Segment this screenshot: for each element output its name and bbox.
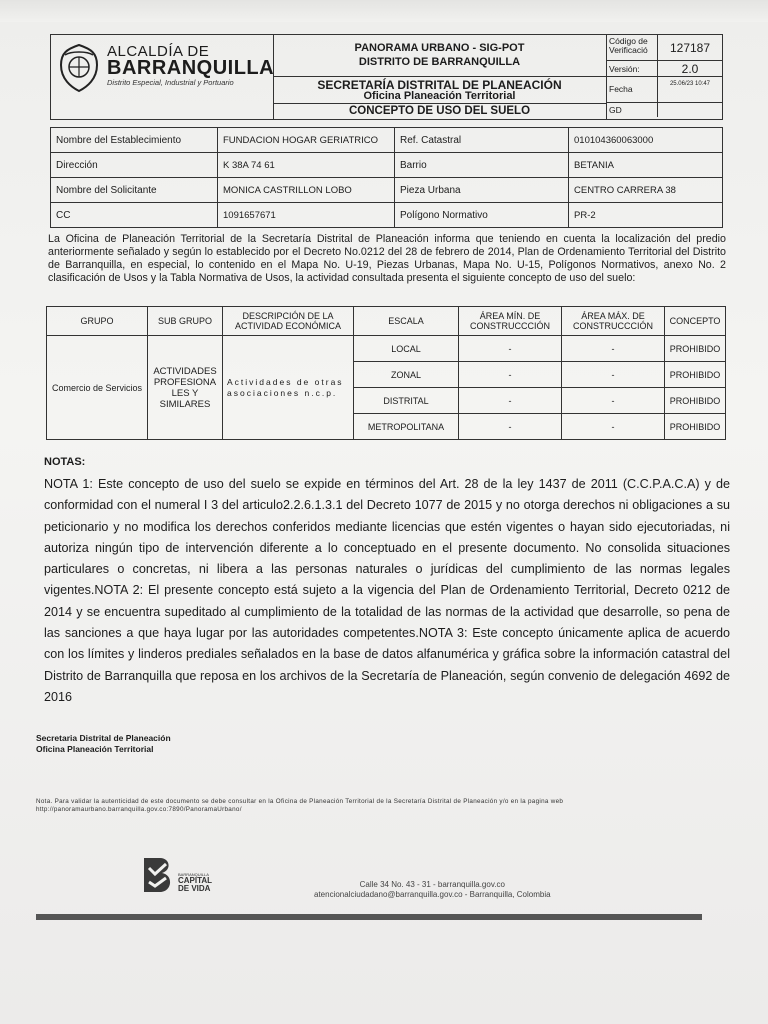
info-cell: Nombre del Solicitante	[51, 178, 218, 203]
area-min-cell: -	[459, 362, 562, 388]
logo-line3: Distrito Especial, Industrial y Portuario	[107, 78, 234, 87]
fecha-value: 25.06/23 10:47	[669, 81, 711, 87]
title-panorama: PANORAMA URBANO - SIG-POT	[354, 42, 525, 54]
descripcion-cell: Actividades de otras asociaciones n.c.p.	[223, 336, 354, 440]
title-distrito: DISTRITO DE BARRANQUILLA	[358, 56, 521, 68]
escala-cell: DISTRITAL	[354, 388, 459, 414]
address-line2: atencionalciudadano@barranquilla.gov.co - Barranquilla, Colombia	[314, 890, 551, 899]
footer-address	[314, 880, 551, 900]
area-min-cell: -	[459, 336, 562, 362]
oficina-title: Oficina Planeación Territorial	[363, 90, 516, 102]
alcaldia-logo	[51, 35, 274, 119]
col-header: ESCALA	[354, 307, 459, 336]
info-cell: CC	[51, 203, 218, 228]
document-header	[50, 34, 723, 120]
concepto-cell: PROHIBIDO	[665, 336, 726, 362]
info-cell: Barrio	[395, 153, 569, 178]
area-min-cell: -	[459, 388, 562, 414]
table-row	[51, 128, 723, 153]
info-table	[50, 127, 723, 228]
escala-cell: ZONAL	[354, 362, 459, 388]
area-max-cell: -	[562, 336, 665, 362]
secretaria-title: SECRETARÍA DISTRITAL DE PLANEACIÓN	[317, 78, 562, 92]
col-header: ÁREA MÁX. DE CONSTRUCCCIÓN	[562, 307, 665, 336]
info-cell: FUNDACION HOGAR GERIATRICO	[218, 128, 395, 153]
area-max-cell: -	[562, 414, 665, 440]
logo-small-text: BARRANQUILLA	[178, 872, 209, 877]
intro-paragraph: La Oficina de Planeación Territorial de la Secretaría Distrital de Planeación informa que teniendo en cuenta la localización del predio anteriormente señalado y según lo establecido por el Decreto No.0212 del 28 de febrero de 2014, Plan de Ordenamiento Territorial del Distrito de Barranquilla, en especial, lo contenido en el Mapa No. U-19, Piezas Urbanas, Mapa No. U-15, Polígonos Normativos, anexo No. 2 clasificación de Usos y la Tabla Normativa de Usos, la actividad consultada presenta el siguiente concepto de uso del suelo:	[48, 233, 726, 284]
notas-title: NOTAS:	[44, 456, 86, 468]
concepto-cell: PROHIBIDO	[665, 362, 726, 388]
info-cell: Pieza Urbana	[395, 178, 569, 203]
col-header: SUB GRUPO	[148, 307, 223, 336]
concepto-title: CONCEPTO DE USO DEL SUELO	[348, 105, 531, 117]
logo-line2: BARRANQUILLA	[107, 57, 275, 79]
info-cell: Dirección	[51, 153, 218, 178]
address-line1: Calle 34 No. 43 - 31 - barranquilla.gov.co	[359, 880, 505, 889]
area-max-cell: -	[562, 388, 665, 414]
fecha-label: Fecha	[606, 77, 658, 102]
col-header: ÁREA MÍN. DE CONSTRUCCCIÓN	[459, 307, 562, 336]
info-cell: CENTRO CARRERA 38	[569, 178, 723, 203]
area-max-cell: -	[562, 362, 665, 388]
table-row	[47, 336, 726, 362]
escala-cell: LOCAL	[354, 336, 459, 362]
info-cell: MONICA CASTRILLON LOBO	[218, 178, 395, 203]
version-value: 2.0	[681, 62, 699, 76]
uso-table	[46, 306, 726, 440]
version-label: Versión:	[606, 61, 658, 76]
codigo-label: Código de Verificació	[606, 35, 658, 60]
grupo-cell: Comercio de Servicios	[47, 336, 148, 440]
capital-de-vida-logo	[136, 856, 236, 900]
info-cell: K 38A 74 61	[218, 153, 395, 178]
col-header: GRUPO	[47, 307, 148, 336]
info-cell: Nombre del Establecimiento	[51, 128, 218, 153]
logo-capital: CAPITAL	[178, 876, 213, 885]
subgrupo-cell: ACTIVIDADES PROFESIONA LES Y SIMILARES	[148, 336, 223, 440]
codigo-value: 127187	[669, 41, 711, 55]
notas-paragraph: NOTA 1: Este concepto de uso del suelo se expide en términos del Art. 28 de la ley 1437 de 2011 (C.C.P.A.C.A) y de conformidad con el numeral I 3 del articulo2.2.6.1.3.1 del Decreto 1077 de 2015 y no otorga derechos ni obligaciones a su peticionario y no modifica los derechos conferidos mediante licencias que estén vigentes o hayan sido ejecutoriadas, ni autoriza ningún tipo de intervención diferente a lo conceptuado en el presente documento. No consolida situaciones particulares o concretas, ni libera a las personas naturales o jurídicas del cumplimiento de las normas legales vigentes.NOTA 2: El presente concepto está sujeto a la vigencia del Plan de Ordenamiento Territorial, Decreto 0212 de 2014 y se encuentra supeditado al cumplimiento de la totalidad de las normas de la actividad que desarrolle, so pena de las sanciones a que haya lugar por las autoridades competentes.NOTA 3: Este concepto únicamente aplica de acuerdo con los límites y linderos prediales señalados en la base de datos alfanumérica y gráfica sobre la información catastral del Distrito de Barranquilla que reposa en los archivos de la Secretaría de Planeación, según convenio de delegación 4692 de 2016	[44, 477, 730, 704]
col-header: DESCRIPCIÓN DE LA ACTIVIDAD ECONÓMICA	[223, 307, 354, 336]
info-cell: 010104360063000	[569, 128, 723, 153]
validation-note: Nota. Para validar la autenticidad de este documento se debe consultar en la Oficina de Planeación Territorial de la Secretaría Distrital de Planeación y/o en la pagina web http://panoramaurbano.barranquilla.gov.co:7890/PanoramaUrbano/	[36, 798, 564, 813]
firma-line2: Oficina Planeación Territorial	[36, 744, 154, 754]
concepto-cell: PROHIBIDO	[665, 414, 726, 440]
info-cell: PR-2	[569, 203, 723, 228]
logo-line1: ALCALDÍA DE	[107, 43, 210, 60]
scan-top-edge	[0, 0, 768, 22]
signature-block	[36, 733, 171, 755]
header-meta	[606, 35, 722, 119]
header-titles	[273, 35, 607, 119]
coat-of-arms-icon	[57, 43, 101, 93]
escala-cell: METROPOLITANA	[354, 414, 459, 440]
info-cell: Polígono Normativo	[395, 203, 569, 228]
col-header: CONCEPTO	[665, 307, 726, 336]
gd-label: GD	[606, 103, 658, 117]
table-header-row	[47, 307, 726, 336]
footer-bar	[36, 914, 702, 920]
logo-de-vida: DE VIDA	[178, 884, 211, 893]
barranquilla-b-icon	[140, 856, 174, 894]
area-min-cell: -	[459, 414, 562, 440]
table-row	[51, 178, 723, 203]
info-cell: BETANIA	[569, 153, 723, 178]
concepto-cell: PROHIBIDO	[665, 388, 726, 414]
firma-line1: Secretaria Distrital de Planeación	[36, 733, 171, 743]
table-row	[51, 153, 723, 178]
table-row	[51, 203, 723, 228]
info-cell: Ref. Catastral	[395, 128, 569, 153]
info-cell: 1091657671	[218, 203, 395, 228]
